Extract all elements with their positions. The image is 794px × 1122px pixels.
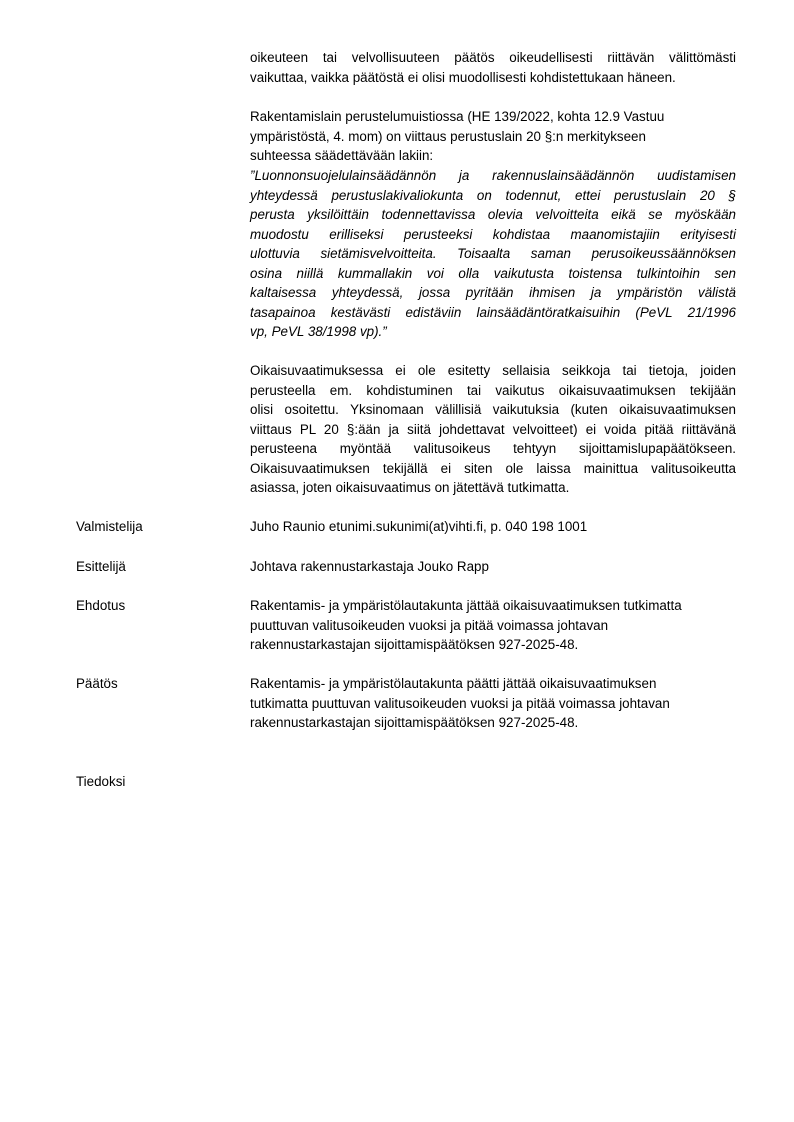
presenter-name: Johtava rakennustarkastaja Jouko Rapp [250, 559, 489, 574]
ehdotus-text [250, 596, 736, 655]
text-line: Oikaisuvaatimuksessa ei ole esitetty sellaisia seikkoja tai tietoja, joiden [250, 363, 736, 378]
text-line: ympäristöstä, 4. mom) on viittaus perustuslain 20 §:n merkitykseen [250, 128, 646, 144]
reference-paragraph [250, 107, 736, 166]
quote-line: yhteydessä perustuslakivaliokunta on todennut, ettei perustuslain 20 § [250, 187, 736, 203]
decision-line: Rakentamis- ja ympäristölautakunta päätti jättää oikaisuvaatimuksen [250, 676, 657, 691]
text-line: vaikuttaa, vaikka päätöstä ei olisi muodollisesti kohdistettukaan häneen. [250, 69, 676, 85]
preparer-contact: Juho Raunio etunimi.sukunimi(at)vihti.fi, p. 040 198 1001 [250, 519, 588, 534]
valmistelija-value [250, 517, 736, 537]
text-line: suhteessa säädettävään lakiin: [250, 148, 434, 163]
quote-line: vp, PeVL 38/1998 vp).” [250, 324, 387, 339]
text-line: Oikaisuvaatimuksen tekijällä ei siten ole laissa mainittua valitusoikeutta [250, 460, 736, 476]
text-line: viittaus PL 20 §:ään ja siitä johdettavat velvoitteet) ei voida pitää riittävänä [250, 421, 736, 437]
tiedoksi-label: Tiedoksi [76, 774, 126, 789]
paatos-label: Päätös [76, 676, 118, 691]
text-line: olisi osoitettu. Yksinomaan välillisiä vaikutuksia (kuten oikaisuvaatimuksen [250, 402, 736, 417]
decision-line: tutkimatta puuttuvan valitusoikeuden vuoksi ja pitää voimassa johtavan [250, 695, 670, 711]
proposal-line: Rakentamis- ja ympäristölautakunta jättää oikaisuvaatimuksen tutkimatta [250, 598, 682, 613]
esittelija-value [250, 557, 736, 577]
quote-line: muodostu erilliseksi perusteeksi kohdistaa maanomistajiin erityisesti [250, 226, 736, 242]
text-line: oikeuteen tai velvollisuuteen päätös oikeudellisesti riittävän välittömästi [250, 50, 736, 65]
valmistelija-label: Valmistelija [76, 519, 143, 534]
text-line: asiassa, joten oikaisuvaatimus on jätettävä tutkimatta. [250, 480, 570, 495]
text-line: perusteella em. kohdistuminen tai vaikutus oikaisuvaatimuksen tekijään [250, 382, 736, 398]
quote-line: perusta yksilöittäin todennettavissa olevia velvoitteita eikä se myöskään [250, 207, 736, 222]
paatos-text [250, 674, 736, 733]
quote-line: ”Luonnonsuojelulainsäädännön ja rakennuslainsäädännön uudistamisen [250, 168, 736, 183]
proposal-line: rakennustarkastajan sijoittamispäätöksen 927-2025-48. [250, 637, 579, 652]
ehdotus-label: Ehdotus [76, 598, 126, 613]
text-line: Rakentamislain perustelumuistiossa (HE 139/2022, kohta 12.9 Vastuu [250, 109, 665, 124]
quote-line: ulottuvia sietämisvelvoitteita. Toisaalta saman perusoikeussäännöksen [250, 246, 736, 261]
quote-line: osina niillä kummallakin voi olla vaikutusta toistensa tulkintoihin sen [250, 265, 736, 281]
esittelija-label: Esittelijä [76, 559, 126, 574]
proposal-line: puuttuvan valitusoikeuden vuoksi ja pitää voimassa johtavan [250, 617, 609, 633]
quote-line: tasapainoa kestävästi edistäviin lainsäädäntöratkaisuihin (PeVL 21/1996 [250, 304, 736, 320]
intro-paragraph [250, 48, 736, 87]
law-quote [250, 166, 736, 342]
conclusion-paragraph [250, 361, 736, 498]
decision-line: rakennustarkastajan sijoittamispäätöksen 927-2025-48. [250, 715, 579, 730]
text-line: perusteena myöntää valitusoikeus tehtyyn sijoittamislupapäätökseen. [250, 441, 736, 456]
quote-line: kaltaisessa yhteydessä, jossa pyritään ihmisen ja ympäristön välistä [250, 285, 736, 300]
